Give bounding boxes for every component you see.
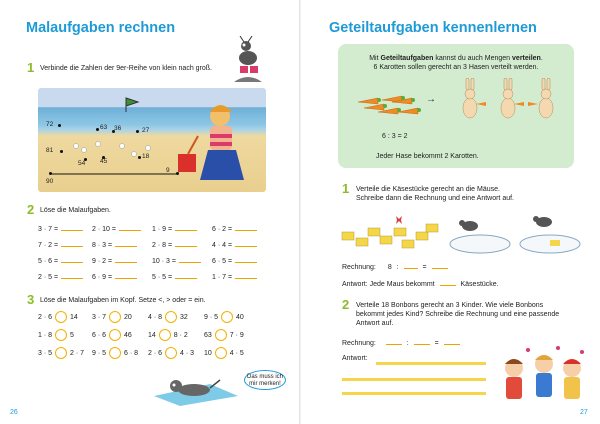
task1-line-1: Verteile die Käsestücke gerecht an die Mäuse. <box>356 186 500 193</box>
dot-connect-lines <box>38 88 266 192</box>
comparison-circle[interactable] <box>165 311 177 323</box>
comparison-left: 9 · 5 <box>204 313 219 321</box>
task-number-2: 2 <box>27 202 35 217</box>
dot-label: 18 <box>142 153 150 160</box>
equation: 2 · 10 = <box>92 226 116 233</box>
dot <box>58 124 61 127</box>
dot-label: 81 <box>46 147 54 154</box>
dot-label: 54 <box>78 160 86 167</box>
equation: 5 · 6 = <box>38 258 59 265</box>
dot <box>60 150 63 153</box>
equation: 1 · 9 = <box>152 226 173 233</box>
dot-label: 27 <box>142 127 150 134</box>
answer-line[interactable] <box>61 256 83 263</box>
page-title: Malaufgaben rechnen <box>26 20 176 36</box>
task-number-1: 1 <box>342 181 350 196</box>
antwort-label-row <box>342 355 368 362</box>
carrots-and-rabbits-illustration <box>352 78 562 124</box>
answer-line[interactable] <box>179 256 201 263</box>
rechnung-label: Rechnung: <box>342 264 376 271</box>
page-title: Geteiltaufgaben kennenlernen <box>329 20 537 36</box>
task2-line-3: Antwort auf. <box>356 320 394 327</box>
task2-line-1: Verteile 18 Bonbons gerecht an 3 Kinder. Wie viele Bonbons <box>356 302 544 309</box>
resting-ant-illustration <box>150 366 242 406</box>
comparison-circle[interactable] <box>109 329 121 341</box>
comparison-left: 14 <box>148 331 156 339</box>
dot-label: 90 <box>46 178 54 185</box>
intro-line-1: Mit Geteiltaufgaben kannst du auch Mengen verteilen. <box>369 55 543 62</box>
antwort-text-end: Käsestücke. <box>460 281 499 288</box>
children-illustration <box>494 342 592 408</box>
rechnung-label: Rechnung: <box>342 340 376 347</box>
dot <box>136 130 139 133</box>
antwort-label: Antwort: <box>342 355 368 362</box>
comparison-circle[interactable] <box>165 347 177 359</box>
comparison-left: 2 · 6 <box>38 313 53 321</box>
comparison-left: 1 · 8 <box>38 331 53 339</box>
comparison-circle[interactable] <box>215 347 227 359</box>
comparison-right: 20 <box>124 313 132 321</box>
comparison-right: 4 · 3 <box>180 349 195 357</box>
dot <box>138 156 141 159</box>
answer-line[interactable] <box>61 240 83 247</box>
equation: 2 · 5 = <box>38 274 59 281</box>
answer-line[interactable] <box>115 240 137 247</box>
answer-line[interactable] <box>235 240 257 247</box>
answer-line[interactable] <box>342 392 486 395</box>
answer-line[interactable] <box>235 224 257 231</box>
comparison-left: 3 · 7 <box>92 313 107 321</box>
comparison-left: 2 · 6 <box>148 349 163 357</box>
equation: 2 · 8 = <box>152 242 173 249</box>
answer-line[interactable] <box>175 224 197 231</box>
answer-line[interactable] <box>342 378 486 381</box>
beach-illustration <box>38 88 266 192</box>
intro-box <box>338 44 574 168</box>
comparison-left: 10 <box>204 349 212 357</box>
comparison-circle[interactable] <box>109 311 121 323</box>
division-sign: : <box>406 340 409 347</box>
intro-line-2: 6 Karotten sollen gerecht an 3 Hasen verteilt werden. <box>373 64 539 71</box>
equation: 9 · 2 = <box>92 258 113 265</box>
comparison-circle[interactable] <box>215 329 227 341</box>
comparison-right: 2 · 7 <box>70 349 85 357</box>
comparison-right: 32 <box>180 313 188 321</box>
answer-line[interactable] <box>119 224 141 231</box>
comparison-right: 14 <box>70 313 78 321</box>
answer-line[interactable] <box>235 256 257 263</box>
result-blank[interactable] <box>432 262 448 269</box>
comparison-circle[interactable] <box>55 329 67 341</box>
left-page <box>0 0 299 424</box>
dot-label: 9 <box>166 167 170 174</box>
task1-instruction: Verbinde die Zahlen der 9er-Reihe von klein nach groß. <box>40 65 212 72</box>
answer-line[interactable] <box>115 256 137 263</box>
antwort-text: Antwort: Jede Maus bekommt <box>342 281 435 288</box>
comparison-right: 8 · 2 <box>173 331 188 339</box>
equation: 4 · 4 = <box>212 242 233 249</box>
divisor-blank[interactable] <box>414 338 430 345</box>
task-number-1: 1 <box>27 60 35 75</box>
comparison-right: 5 <box>70 331 74 339</box>
intro-result: Jeder Hase bekommt 2 Karotten. <box>376 153 479 160</box>
dividend-blank[interactable] <box>386 338 402 345</box>
comparison-right: 4 · 5 <box>229 349 244 357</box>
comparison-right: 7 · 9 <box>229 331 244 339</box>
dot-label: 36 <box>114 125 122 132</box>
comparison-right: 6 · 8 <box>124 349 139 357</box>
comparison-right: 46 <box>124 331 132 339</box>
dot <box>176 172 179 175</box>
answer-line[interactable] <box>376 362 486 365</box>
divisor-blank[interactable] <box>404 262 418 269</box>
task2-line-2: bekommt jedes Kind? Schreibe die Rechnung und eine passende <box>356 311 560 318</box>
answer-line[interactable] <box>175 240 197 247</box>
dot <box>49 172 52 175</box>
answer-line[interactable] <box>115 272 137 279</box>
rechnung-row <box>342 262 448 271</box>
dot-label: 63 <box>100 124 108 131</box>
task2-instruction: Löse die Malaufgaben. <box>40 207 111 214</box>
comparison-circle[interactable] <box>159 329 171 341</box>
intro-equation: 6 : 3 = 2 <box>382 133 408 140</box>
task-number-2: 2 <box>342 297 350 312</box>
antwort-blank[interactable] <box>440 279 456 286</box>
comparison-circle[interactable] <box>55 311 67 323</box>
equation: 6 · 5 = <box>212 258 233 265</box>
answer-line[interactable] <box>235 272 257 279</box>
equation: 1 · 7 = <box>212 274 233 281</box>
equation: 8 · 3 = <box>92 242 113 249</box>
ant-illustration <box>228 36 268 86</box>
equation: 3 · 7 = <box>38 226 59 233</box>
comparison-circle[interactable] <box>109 347 121 359</box>
dot-label: 72 <box>46 121 54 128</box>
result-blank[interactable] <box>444 338 460 345</box>
equals-sign: = <box>434 340 439 347</box>
dot <box>96 128 99 131</box>
task-number-3: 3 <box>27 292 35 307</box>
page-number: 26 <box>10 409 18 416</box>
rechnung-row-2 <box>342 338 460 347</box>
task3-instruction: Löse die Malaufgaben im Kopf. Setze <, > oder = ein. <box>40 297 206 304</box>
answer-line[interactable] <box>61 224 83 231</box>
comparison-left: 4 · 8 <box>148 313 163 321</box>
equation: 6 · 2 = <box>212 226 233 233</box>
equation: 7 · 2 = <box>38 242 59 249</box>
answer-line[interactable] <box>61 272 83 279</box>
cheese-and-mice-illustration <box>340 210 590 258</box>
comparison-left: 9 · 5 <box>92 349 107 357</box>
dot-label: 45 <box>100 158 108 165</box>
division-sign: : <box>396 264 399 271</box>
equation: 10 · 3 = <box>152 258 176 265</box>
comparison-left: 6 · 6 <box>92 331 107 339</box>
comparison-circle[interactable] <box>55 347 67 359</box>
comparison-left: 3 · 5 <box>38 349 53 357</box>
answer-line[interactable] <box>175 272 197 279</box>
page-number: 27 <box>580 409 588 416</box>
comparison-left: 63 <box>204 331 212 339</box>
arrow: → <box>426 94 436 105</box>
dividend: 8 <box>387 264 392 271</box>
comparison-circle[interactable] <box>221 311 233 323</box>
equation: 5 · 5 = <box>152 274 173 281</box>
equation: 6 · 9 = <box>92 274 113 281</box>
equals-sign: = <box>422 264 427 271</box>
antwort-row <box>342 279 499 288</box>
comparison-right: 40 <box>236 313 244 321</box>
speech-bubble: Das muss ich mir merken! <box>244 370 286 390</box>
task1-line-2: Schreibe dann die Rechnung und eine Antwort auf. <box>356 195 515 202</box>
